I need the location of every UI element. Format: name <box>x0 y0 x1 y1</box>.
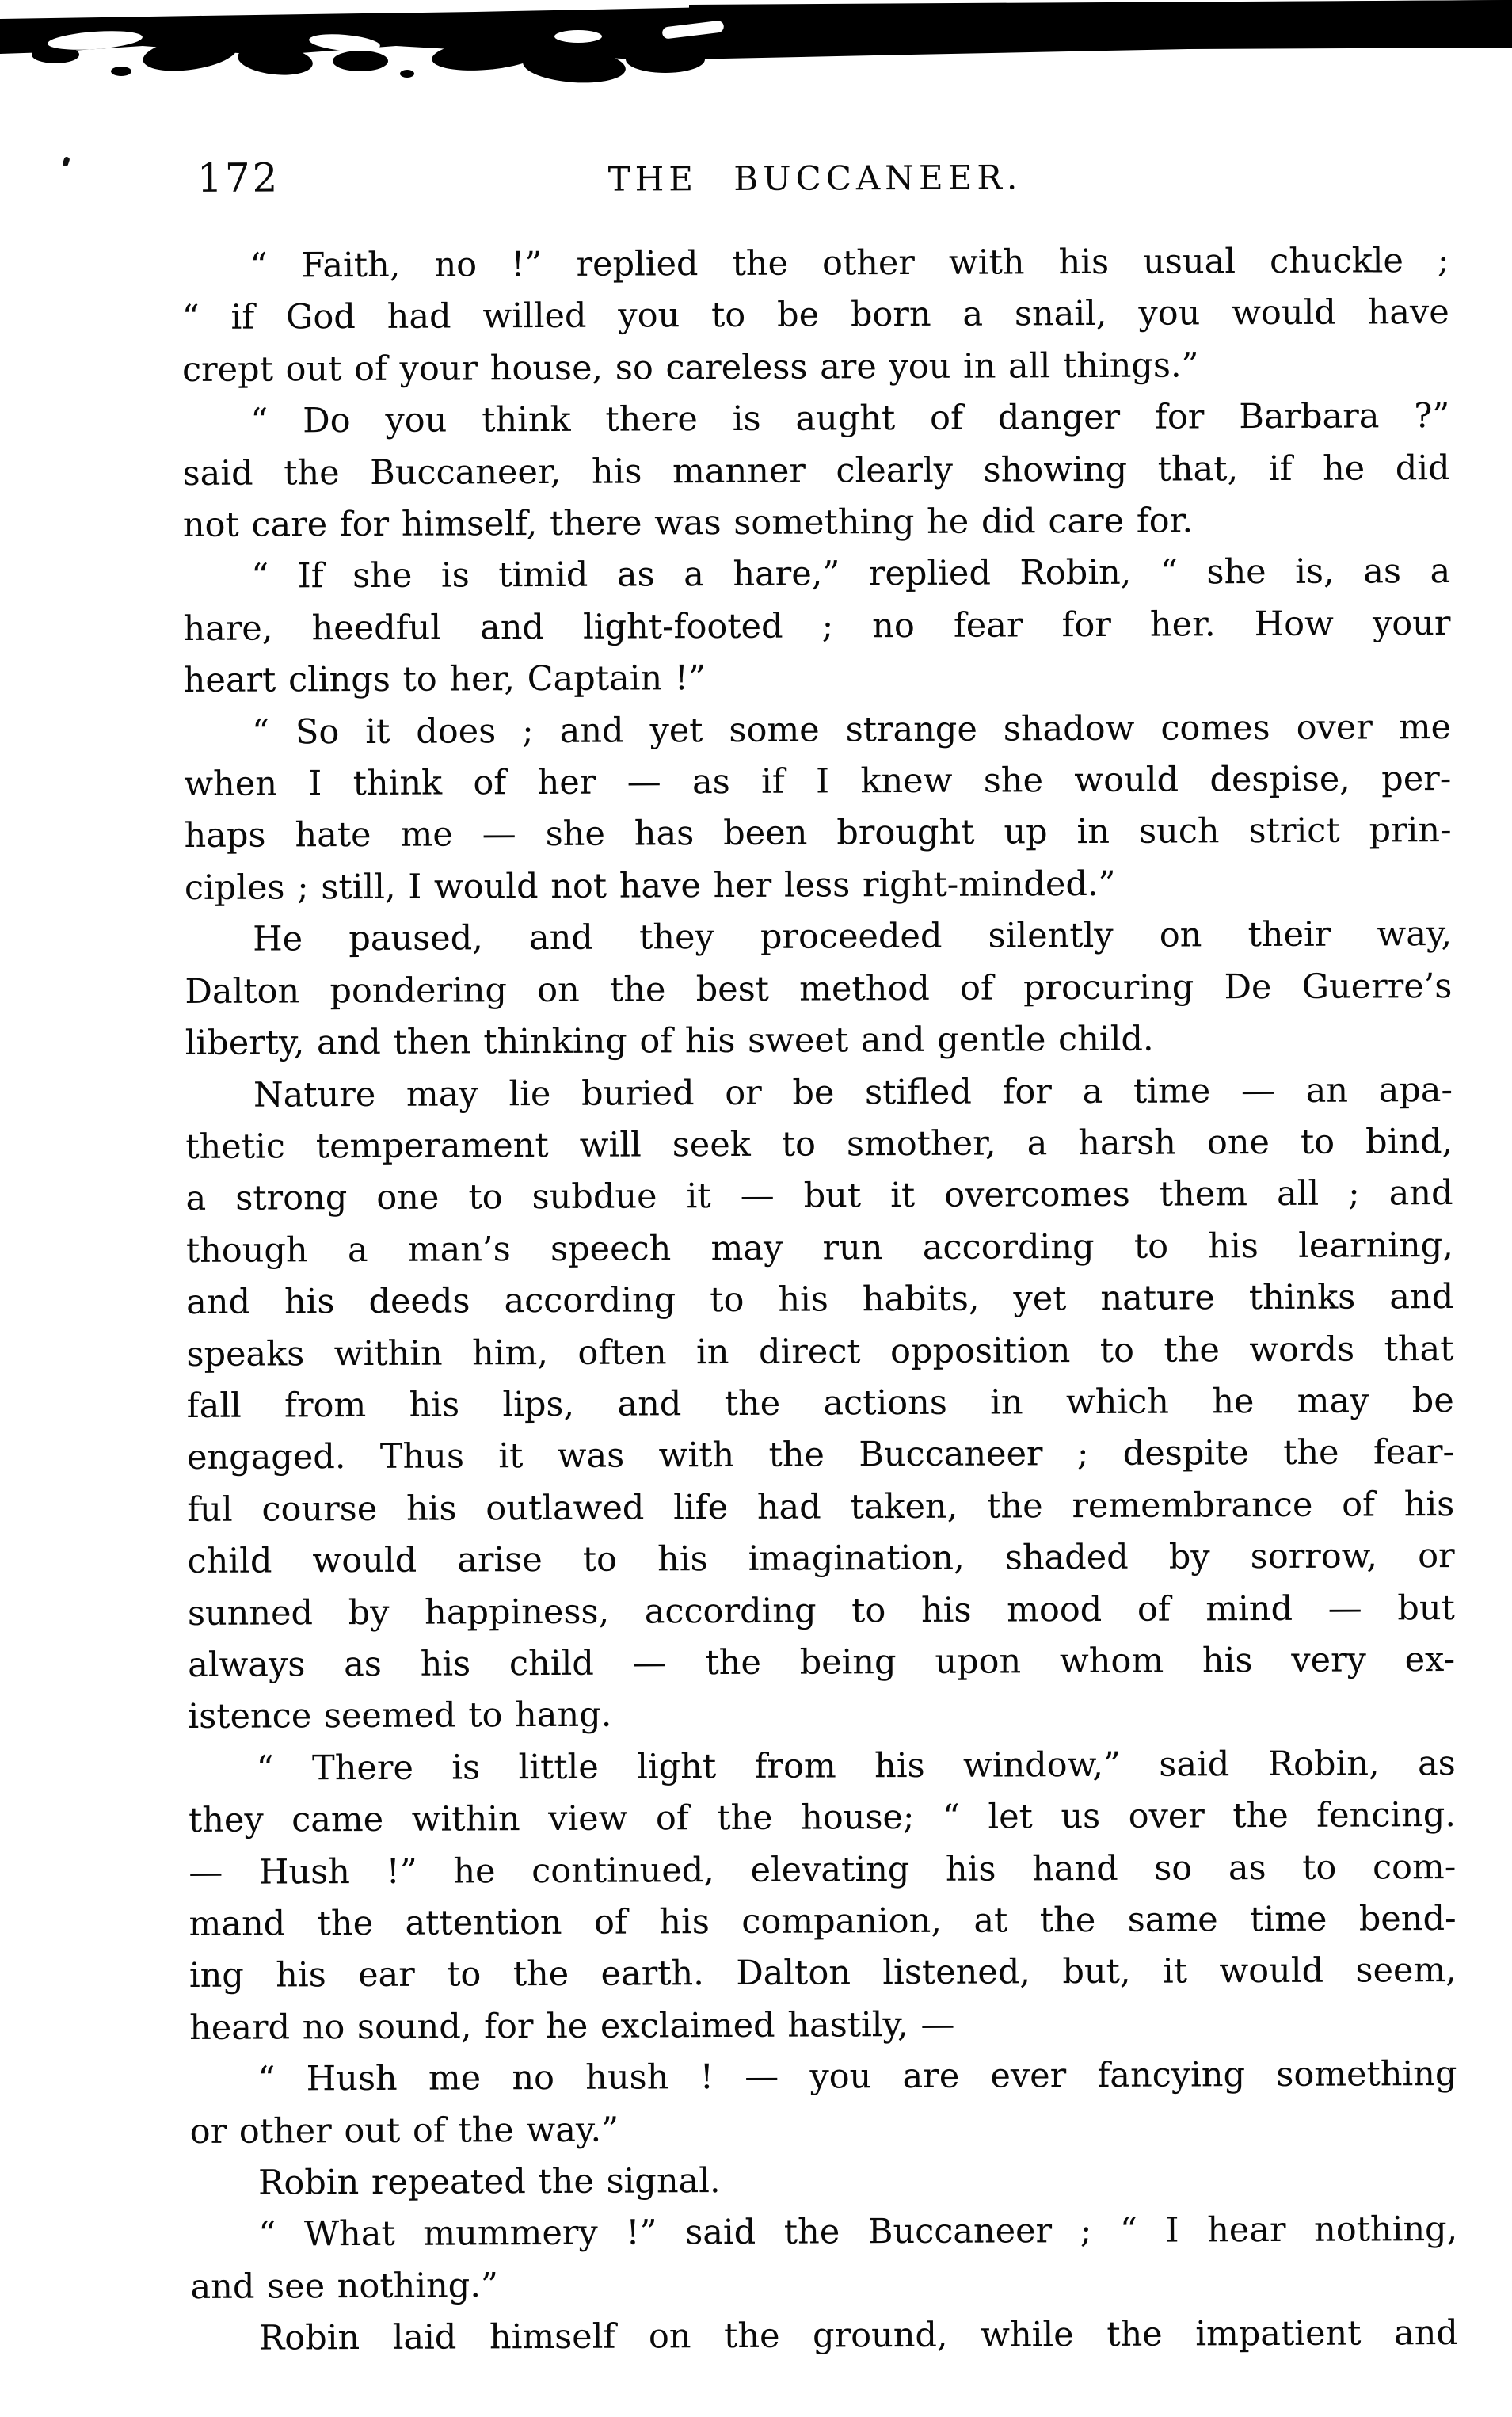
scan-blob <box>626 46 705 73</box>
paragraph <box>191 2308 1458 2365</box>
scan-blob <box>333 51 388 71</box>
text-line: sunned by happiness, according to his mood of mind — but <box>187 1588 1455 1634</box>
scan-white-mottle <box>554 30 602 43</box>
text-line: and his deeds according to his habits, yet nature thinks and <box>186 1277 1454 1323</box>
text-line: ful course his outlawed life had taken, the remembrance of his <box>187 1484 1455 1530</box>
paragraph <box>185 1065 1456 1744</box>
text-line: not care for himself, there was something he did care for. <box>182 501 1194 546</box>
text-line: heart clings to her, Captain !” <box>183 658 706 701</box>
text-line: fall from his lips, and the actions in which he may be <box>186 1380 1454 1426</box>
text-line: haps hate me — she has been brought up in such strict prin- <box>184 810 1452 856</box>
text-line: hare, heedful and light-footed ; no fear for her. How your <box>183 603 1451 649</box>
running-title: THE BUCCANEER. <box>607 158 1023 199</box>
scan-artifact-band <box>0 0 1512 103</box>
text-line: they came within view of the house; “ let us over the fencing. <box>188 1795 1457 1841</box>
scan-blob <box>400 70 414 78</box>
text-line: “ if God had willed you to be born a snail, you would have <box>181 292 1449 338</box>
text-line: He paused, and they proceeded silently on their way, <box>253 914 1453 959</box>
text-line: heard no sound, for he exclaimed hastily, — <box>189 2004 955 2048</box>
text-line: or other out of the way.” <box>189 2110 619 2152</box>
text-line: engaged. Thus it was with the Buccaneer ; despite the fear- <box>186 1432 1455 1478</box>
text-line: “ What mummery !” said the Buccaneer ; “ I hear nothing, <box>258 2209 1458 2255</box>
paragraph <box>189 1738 1457 2054</box>
text-line: and see nothing.” <box>190 2266 499 2307</box>
paragraph <box>185 909 1453 1069</box>
text-line: “ Hush me no hush ! — you are ever fancying something <box>257 2054 1457 2099</box>
text-line: ing his ear to the earth. Dalton listened, but, it would seem, <box>189 1950 1457 1996</box>
stray-ink-mark <box>62 156 70 167</box>
paragraph <box>189 2049 1457 2158</box>
text-line: “ There is little light from his window,” said Robin, as <box>256 1743 1456 1789</box>
text-line: child would arise to his imagination, shaded by sorrow, or <box>187 1536 1455 1582</box>
paragraph <box>184 702 1452 915</box>
text-line: ciples ; still, I would not have her less right-minded.” <box>184 863 1116 908</box>
text-line: Dalton pondering on the best method of procuring De Guerre’s <box>185 966 1453 1012</box>
text-line: “ Do you think there is aught of danger for Barbara ?” <box>250 396 1450 441</box>
text-line: speaks within him, often in direct opposition to the words that <box>186 1329 1454 1374</box>
paragraph <box>182 391 1450 551</box>
text-line: mand the attention of his companion, at the same time bend- <box>189 1898 1457 1944</box>
text-line: though a man’s speech may run according to his learning, <box>185 1225 1453 1271</box>
paragraph <box>183 546 1451 707</box>
page-body <box>181 235 1458 2366</box>
text-line: said the Buccaneer, his manner clearly showing that, if he did <box>182 448 1450 494</box>
paragraph <box>190 2152 1457 2209</box>
paragraph <box>190 2204 1458 2313</box>
text-line: Robin laid himself on the ground, while the impatient and <box>258 2313 1458 2358</box>
text-line: a strong one to subdue it — but it overcomes them all ; and <box>185 1173 1453 1219</box>
text-line: when I think of her — as if I knew she would despise, per- <box>184 759 1452 805</box>
text-line: “ Faith, no !” replied the other with his usual chuckle ; <box>249 241 1449 286</box>
page-number: 172 <box>196 154 280 201</box>
page-header <box>181 150 1449 211</box>
text-line: “ If she is timid as a hare,” replied Robin, “ she is, as a <box>251 551 1451 597</box>
text-line: “ So it does ; and yet some strange shadow comes over me <box>251 707 1452 753</box>
scan-blob <box>111 67 131 76</box>
text-line: Nature may lie buried or be stifled for a time — an apa- <box>253 1069 1453 1115</box>
text-line: always as his child — the being upon whom his very ex- <box>188 1639 1456 1685</box>
text-line: Robin repeated the signal. <box>257 2161 721 2203</box>
text-line: — Hush !” he continued, elevating his hand so as to com- <box>189 1847 1457 1893</box>
text-line: thetic temperament will seek to smother, a harsh one to bind, <box>185 1121 1453 1167</box>
text-line: liberty, and then thinking of his sweet and gentle child. <box>185 1019 1154 1064</box>
text-line: istence seemed to hang. <box>188 1695 612 1737</box>
paragraph <box>181 235 1449 396</box>
text-line: crept out of your house, so careless are you in all things.” <box>181 345 1199 390</box>
